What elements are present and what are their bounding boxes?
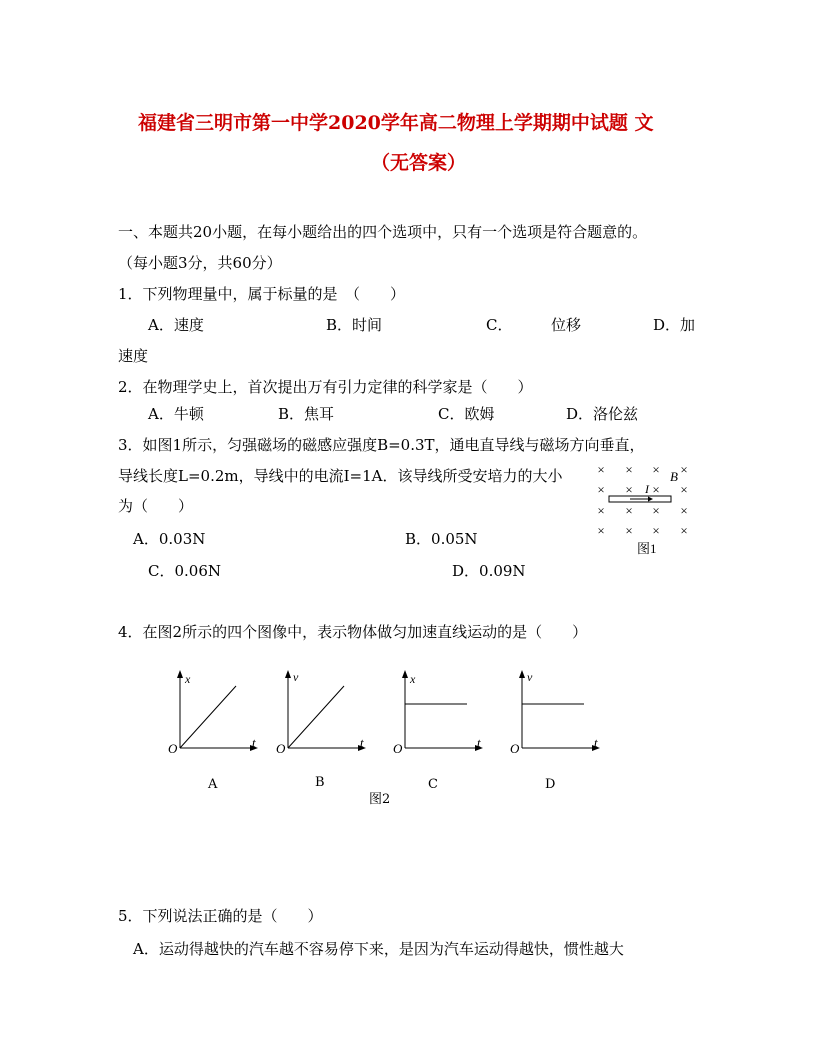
y-axis-arrow [519, 670, 525, 678]
field-cross: × [680, 482, 688, 497]
figure-1 [588, 458, 704, 558]
question-1-stem: 1．下列物理量中，属于标量的是 （ ） [118, 285, 406, 303]
field-cross: × [625, 462, 633, 477]
y-axis-label: x [410, 672, 416, 686]
page-subtitle: （无答案） [371, 152, 467, 174]
figure-2-caption: 图2 [369, 792, 391, 807]
question-5-stem: 5．下列说法正确的是（ ） [118, 907, 323, 925]
question-2-option-d: D．洛伦兹 [566, 405, 639, 423]
question-1-option-c: C． [486, 316, 513, 334]
field-cross: × [625, 482, 633, 497]
current-arrow-head [648, 497, 653, 502]
field-cross: × [652, 482, 660, 497]
field-cross: × [680, 523, 688, 538]
graph-line [288, 686, 344, 748]
graph-c [393, 668, 489, 758]
graph-a [168, 668, 264, 758]
origin-label: O [276, 741, 286, 756]
question-1-option-a: A．速度 [148, 316, 204, 334]
question-3-line-3: 为（ ） [118, 497, 194, 515]
x-axis-label: t [252, 735, 256, 750]
y-axis-label: x [185, 672, 191, 686]
question-4-stem: 4．在图2所示的四个图像中，表示物体做匀加速直线运动的是（ ） [118, 623, 588, 641]
y-axis-arrow [285, 670, 291, 678]
y-axis-label: v [527, 670, 533, 684]
x-axis-label: t [594, 735, 598, 750]
field-cross: × [597, 462, 605, 477]
origin-label: O [393, 741, 403, 756]
page-title: 福建省三明市第一中学2020学年高二物理上学期期中试题 文 [138, 112, 654, 134]
question-2-option-b: B．焦耳 [278, 405, 335, 423]
graph-b-caption: B [315, 775, 325, 790]
question-5-option-a: A．运动得越快的汽车越不容易停下来，是因为汽车运动得越快，惯性越大 [133, 940, 624, 958]
section-heading: 一、本题共20小题，在每小题给出的四个选项中，只有一个选项是符合题意的。 [118, 223, 648, 241]
graph-c-caption: C [428, 777, 438, 792]
x-axis-label: t [360, 735, 364, 750]
x-axis-label: t [477, 735, 481, 750]
field-cross: × [652, 462, 660, 477]
current-label: I [645, 482, 649, 496]
graph-a-caption: A [208, 777, 218, 792]
field-cross: × [652, 503, 660, 518]
question-1-option-d: D．加 [653, 316, 696, 334]
question-3-line-1: 3．如图1所示，匀强磁场的磁感应强度B=0.3T，通电直导线与磁场方向垂直， [118, 436, 645, 454]
field-cross: × [597, 503, 605, 518]
question-2-option-a: A．牛顿 [148, 405, 204, 423]
y-axis-arrow [402, 670, 408, 678]
origin-label: O [168, 741, 178, 756]
question-3-option-d: D．0.09N [452, 562, 526, 580]
y-axis-arrow [177, 670, 183, 678]
field-cross: × [625, 523, 633, 538]
question-3-option-a: A．0.03N [133, 530, 206, 548]
question-1-option-b: B．时间 [326, 316, 383, 334]
question-3-option-b: B．0.05N [405, 530, 478, 548]
graph-d [510, 668, 606, 758]
y-axis-label: v [293, 670, 299, 684]
question-3-line-2: 导线长度L=0.2m，导线中的电流I=1A．该导线所受安培力的大小 [118, 467, 563, 485]
field-label: B [670, 469, 678, 484]
field-cross: × [680, 462, 688, 477]
question-3-option-c: C．0.06N [148, 562, 222, 580]
question-2-stem: 2．在物理学史上，首次提出万有引力定律的科学家是（ ） [118, 378, 533, 396]
graph-line [180, 686, 236, 748]
question-1-option-d-continued: 速度 [118, 347, 149, 365]
question-2-option-c: C．欧姆 [438, 405, 495, 423]
field-cross: × [652, 523, 660, 538]
origin-label: O [510, 741, 520, 756]
question-1-option-c-text: 位移 [551, 316, 582, 334]
graph-b [276, 668, 372, 758]
field-cross: × [680, 503, 688, 518]
figure-1-caption: 图1 [637, 541, 657, 556]
section-note: （每小题3分，共60分） [118, 254, 282, 272]
field-cross: × [597, 523, 605, 538]
field-cross: × [625, 503, 633, 518]
graph-d-caption: D [545, 777, 556, 792]
field-cross: × [597, 482, 605, 497]
